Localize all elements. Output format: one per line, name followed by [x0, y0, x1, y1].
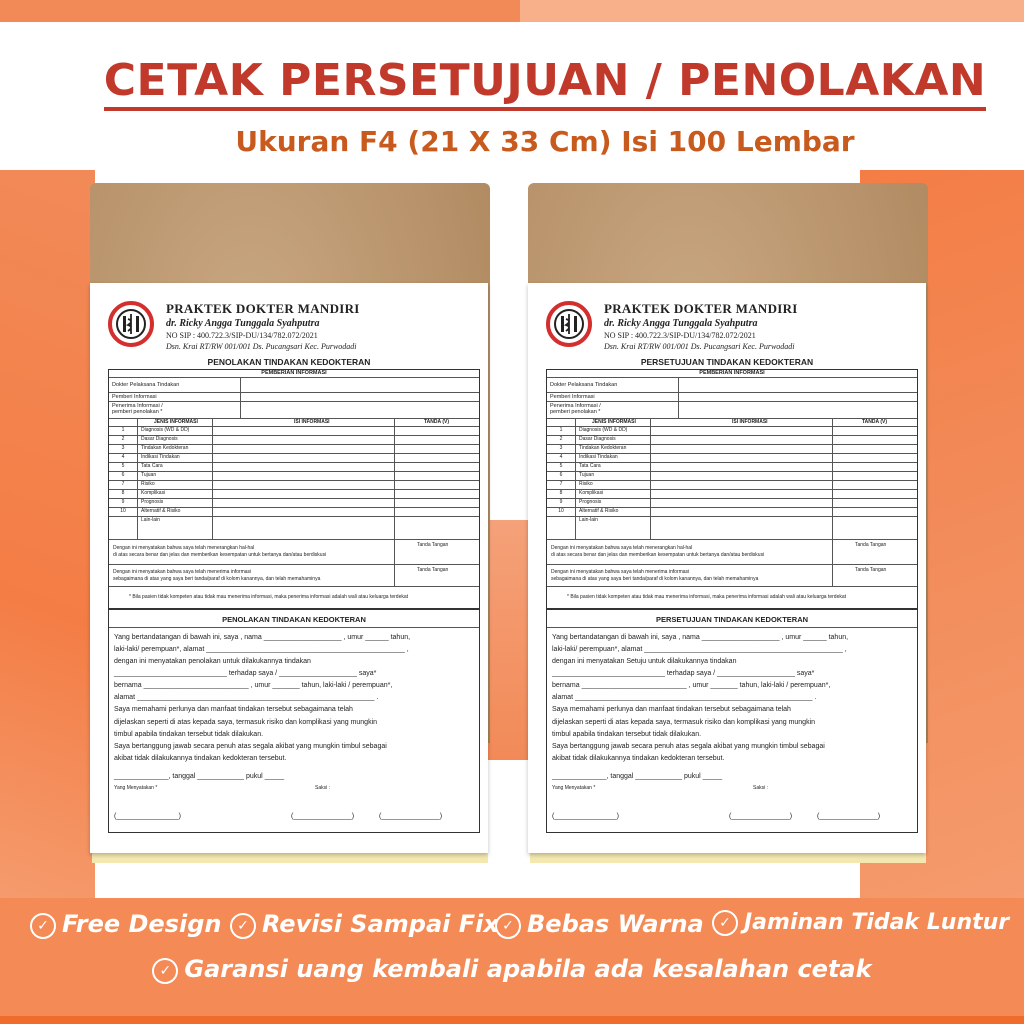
body-line: laki-laki/ perempuan*, alamat ___________________________________________________ , — [552, 646, 847, 653]
witness-label: Saksi : — [753, 785, 769, 791]
consent-section — [108, 609, 480, 833]
clinic-name: PRAKTEK DOKTER MANDIRI — [604, 301, 798, 316]
doctor-name: dr. Ricky Angga Tunggala Syahputra — [166, 318, 320, 329]
body-line: dengan ini menyatakan penolakan untuk dilakukannya tindakan — [114, 658, 311, 665]
sip-number: NO SIP : 400.722.3/SIP-DU/134/782.072/2021 — [166, 331, 318, 340]
consent-section — [546, 609, 918, 833]
divider — [547, 627, 917, 628]
info-row-receiver: Penerima Informasi / pemberi penolakan * — [547, 402, 917, 419]
divider — [678, 378, 679, 418]
sip-number: NO SIP : 400.722.3/SIP-DU/134/782.072/2021 — [604, 331, 756, 340]
body-line: akibat tidak dilakukannya tindakan kedokteran tersebut. — [552, 755, 725, 762]
form-pad-penolakan — [90, 183, 490, 883]
clinic-address: Dsn. Krai RT/RW 001/001 Ds. Pucangsari Kec. Purwodadi — [604, 342, 795, 351]
witness-label: Saksi : — [315, 785, 331, 791]
form-sheet — [90, 283, 488, 853]
date-line: ______________, tanggal ____________ pukul _____ — [114, 773, 285, 780]
info-columns-header: JENIS INFORMASI ISI INFORMASI TANDA (V) — [547, 419, 917, 427]
signature-line: (_______________) — [729, 813, 793, 820]
badge-tidak-luntur: ✓ Jaminan Tidak Luntur — [712, 910, 1009, 936]
statement-explained: Dengan ini menyatakan bahwa saya telah menerangkan hal-hal di atas secara benar dan jelas dan memberikan kesempatan untuk bertanya dan/atau berdiskusi Tanda Tangan — [109, 540, 479, 565]
info-item-row: 3 Tindakan Kedokteran — [547, 445, 917, 454]
divider — [240, 378, 241, 418]
form-sheet — [528, 283, 926, 853]
body-line: dijelaskan seperti di atas kepada saya, termasuk risiko dan komplikasi yang mungkin — [552, 719, 816, 726]
check-circle-icon: ✓ — [30, 913, 56, 939]
body-line: Yang bertandatangan di bawah ini, saya , nama ____________________ , umur ______ tahun, — [114, 634, 411, 641]
info-item-row: 2 Dasar Diagnosis — [109, 436, 479, 445]
body-line: _____________________________ terhadap saya / ____________________ saya* — [552, 670, 815, 677]
check-circle-icon: ✓ — [152, 958, 178, 984]
body-line: akibat tidak dilakukannya tindakan kedokteran tersebut. — [114, 755, 287, 762]
info-item-row: 8 Komplikasi — [547, 490, 917, 499]
doctor-name: dr. Ricky Angga Tunggala Syahputra — [604, 318, 758, 329]
check-circle-icon: ✓ — [230, 913, 256, 939]
body-line: Saya bertanggung jawab secara penuh atas segala akibat yang mungkin timbul sebagai — [552, 743, 825, 750]
info-item-row: 1 Diagnosis (WD & DD) — [109, 427, 479, 436]
info-item-row: 8 Komplikasi — [109, 490, 479, 499]
info-row-giver: Pemberi Informasi — [547, 393, 917, 402]
info-item-row: 2 Dasar Diagnosis — [547, 436, 917, 445]
statement-received: Dengan ini menyatakan bahwa saya telah menerima informasi sebagaimana di atas yang saya beri tanda/paraf di kolom kanannya, dan telah memahaminya Tanda Tangan — [547, 565, 917, 587]
info-item-row: 4 Indikasi Tindakan — [547, 454, 917, 463]
body-line: Saya memahami perlunya dan manfaat tindakan tersebut sebagaimana telah — [552, 706, 791, 713]
body-line: Saya memahami perlunya dan manfaat tindakan tersebut sebagaimana telah — [114, 706, 353, 713]
info-item-row: 9 Prognosis — [547, 499, 917, 508]
body-line: dijelaskan seperti di atas kepada saya, termasuk risiko dan komplikasi yang mungkin — [114, 719, 378, 726]
info-item-row: Lain-lain — [547, 517, 917, 540]
form-title: PENOLAKAN TINDAKAN KEDOKTERAN — [207, 357, 371, 367]
signer-label: Yang Menyatakan * — [552, 785, 596, 791]
info-item-row: 10 Alternatif & Risiko — [109, 508, 479, 517]
info-item-row: 9 Prognosis — [109, 499, 479, 508]
info-section-header: PEMBERIAN INFORMASI — [547, 370, 917, 378]
footnote: * Bila pasien tidak kompeten atau tidak mau menerima informasi, maka penerima informasi adalah wali atau keluarga terdekat — [567, 594, 847, 600]
info-item-row: 7 Risiko — [547, 481, 917, 490]
footnote: * Bila pasien tidak kompeten atau tidak mau menerima informasi, maka penerima informasi adalah wali atau keluarga terdekat — [129, 594, 409, 600]
statement-explained: Dengan ini menyatakan bahwa saya telah menerangkan hal-hal di atas secara benar dan jelas dan memberikan kesempatan untuk bertanya dan/atau berdiskusi Tanda Tangan — [547, 540, 917, 565]
badge-garansi: ✓ Garansi uang kembali apabila ada kesalahan cetak — [0, 955, 1024, 984]
info-item-row: 6 Tujuan — [109, 472, 479, 481]
orange-background-left — [0, 170, 95, 900]
body-line: bernama ___________________________ , umur _______ tahun, laki-laki / perempuan*, — [552, 682, 831, 689]
medical-logo-icon — [546, 301, 592, 347]
top-frame-band — [0, 0, 1024, 22]
badge-bebas-warna: ✓ Bebas Warna — [495, 910, 704, 939]
feature-badges — [0, 910, 1024, 950]
body-line: _____________________________ terhadap saya / ____________________ saya* — [114, 670, 377, 677]
date-line: ______________, tanggal ____________ pukul _____ — [552, 773, 723, 780]
clinic-address: Dsn. Krai RT/RW 001/001 Ds. Pucangsari Kec. Purwodadi — [166, 342, 357, 351]
section-title: PERSETUJUAN TINDAKAN KEDOKTERAN — [655, 615, 809, 624]
info-row-doctor: Dokter Pelaksana Tindakan — [109, 378, 479, 393]
information-table — [546, 369, 918, 609]
form-pad-persetujuan — [528, 183, 928, 883]
body-line: bernama ___________________________ , umur _______ tahun, laki-laki / perempuan*, — [114, 682, 393, 689]
form-title: PERSETUJUAN TINDAKAN KEDOKTERAN — [640, 357, 814, 367]
information-table — [108, 369, 480, 609]
body-line: alamat _____________________________________________________________ . — [552, 694, 817, 701]
info-columns-header: JENIS INFORMASI ISI INFORMASI TANDA (V) — [109, 419, 479, 427]
hero-subtitle: Ukuran F4 (21 X 33 Cm) Isi 100 Lembar — [235, 125, 855, 158]
clinic-name: PRAKTEK DOKTER MANDIRI — [166, 301, 360, 316]
hero-title: CETAK PERSETUJUAN / PENOLAKAN — [0, 55, 1024, 107]
check-circle-icon: ✓ — [495, 913, 521, 939]
info-item-row: 10 Alternatif & Risiko — [547, 508, 917, 517]
signer-label: Yang Menyatakan * — [114, 785, 158, 791]
info-row-doctor: Dokter Pelaksana Tindakan — [547, 378, 917, 393]
info-section-header: PEMBERIAN INFORMASI — [109, 370, 479, 378]
check-circle-icon: ✓ — [712, 910, 738, 936]
medical-logo-icon — [108, 301, 154, 347]
signature-line: (_______________) — [291, 813, 355, 820]
info-item-row: 5 Tata Cara — [109, 463, 479, 472]
info-row-giver: Pemberi Informasi — [109, 393, 479, 402]
info-item-row: 3 Tindakan Kedokteran — [109, 445, 479, 454]
statement-received: Dengan ini menyatakan bahwa saya telah menerima informasi sebagaimana di atas yang saya beri tanda/paraf di kolom kanannya, dan telah memahaminya Tanda Tangan — [109, 565, 479, 587]
signature-line: (_______________) — [379, 813, 443, 820]
body-line: alamat _____________________________________________________________ . — [114, 694, 379, 701]
info-item-row: 1 Diagnosis (WD & DD) — [547, 427, 917, 436]
info-item-row: 6 Tujuan — [547, 472, 917, 481]
signature-line: (________________) — [552, 813, 619, 820]
body-line: laki-laki/ perempuan*, alamat ___________________________________________________ , — [114, 646, 409, 653]
section-title: PENOLAKAN TINDAKAN KEDOKTERAN — [222, 615, 366, 624]
info-item-row: 4 Indikasi Tindakan — [109, 454, 479, 463]
info-item-row: Lain-lain — [109, 517, 479, 540]
info-row-receiver: Penerima Informasi / pemberi penolakan * — [109, 402, 479, 419]
body-line: Yang bertandatangan di bawah ini, saya , nama ____________________ , umur ______ tahun, — [552, 634, 849, 641]
signature-line: (_______________) — [817, 813, 881, 820]
signature-line: (________________) — [114, 813, 181, 820]
info-item-row: 5 Tata Cara — [547, 463, 917, 472]
info-item-row: 7 Risiko — [109, 481, 479, 490]
body-line: Saya bertanggung jawab secara penuh atas segala akibat yang mungkin timbul sebagai — [114, 743, 387, 750]
badge-free-design: ✓ Free Design — [30, 910, 221, 939]
badge-revisi: ✓ Revisi Sampai Fix — [230, 910, 499, 939]
body-line: timbul apabila tindakan tersebut tidak dilakukan. — [114, 731, 264, 738]
body-line: dengan ini menyatakan Setuju untuk dilakukannya tindakan — [552, 658, 737, 665]
divider — [109, 627, 479, 628]
body-line: timbul apabila tindakan tersebut tidak dilakukan. — [552, 731, 702, 738]
